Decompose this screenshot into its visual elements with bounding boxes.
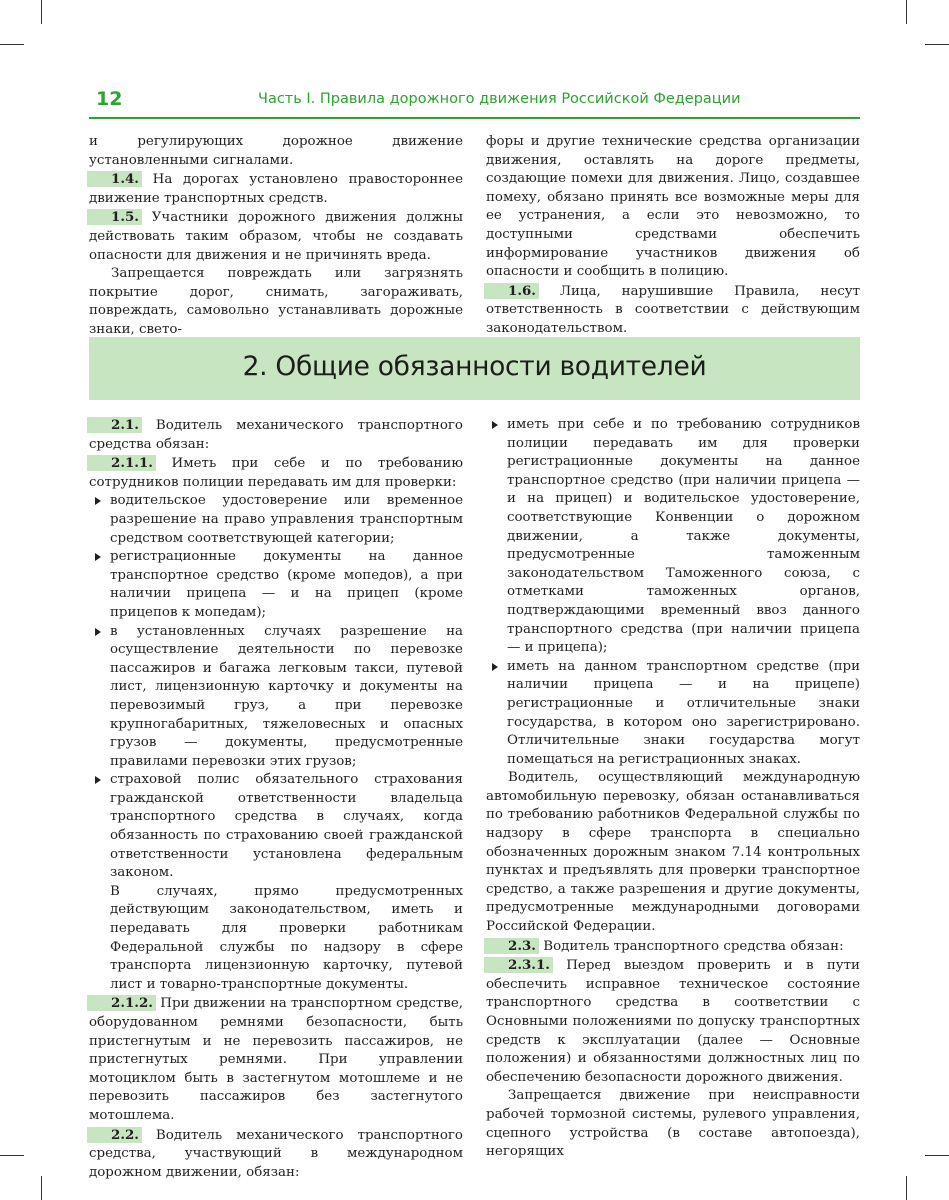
- paragraph-text: Лица, нарушившие Правила, несут ответственность в соответствии с действующим законодательством.: [486, 283, 860, 336]
- clause-number: 2.3.: [484, 938, 539, 954]
- list-item: [89, 771, 463, 883]
- paragraph-2-1-2: [89, 994, 463, 1125]
- paragraph: и регулирующих дорожное движение установленными сигналами.: [89, 134, 463, 168]
- clause-number: 1.6.: [484, 283, 539, 299]
- crop-mark: [925, 1155, 949, 1156]
- crop-mark: [0, 1155, 24, 1156]
- section2-right-column: [486, 416, 860, 1162]
- paragraph-2-1-1: [89, 454, 463, 492]
- bullet-arrow-icon: [492, 421, 498, 429]
- paragraph-text: Участники дорожного движения должны действовать таким образом, чтобы не создавать опасности для движения и не причинять вреда.: [89, 210, 463, 263]
- running-title: Часть I. Правила дорожного движения Российской Федерации: [258, 91, 741, 107]
- paragraph-2-2: [89, 1126, 463, 1183]
- list-item: [486, 658, 860, 770]
- bullet-arrow-icon: [95, 553, 101, 561]
- clause-number: 2.2.: [87, 1127, 142, 1143]
- paragraph-1-6: [486, 282, 860, 339]
- paragraph: форы и другие технические средства организации движения, оставлять на дороге предметы, создающие помехи для движения. Лицо, создавшее помеху, обязано принять все возможные меры для ее устранения, а если это невозможно, то доступными средствами обеспечить информирование участников движения об опасности и сообщить в полицию.: [486, 134, 860, 280]
- crop-mark: [906, 0, 907, 24]
- bullet-arrow-icon: [95, 628, 101, 636]
- page-number: 12: [96, 88, 123, 110]
- bullet-arrow-icon: [95, 497, 101, 505]
- bullet-arrow-icon: [95, 776, 101, 784]
- paragraph-text: Водитель механического транспортного средства обязан:: [89, 418, 463, 452]
- paragraph: Запрещается движение при неисправности рабочей тормозной системы, рулевого управления, сцепного устройства (в составе автопоезда), негорящих: [486, 1088, 860, 1160]
- list-item: [89, 548, 463, 622]
- list-item-text: иметь на данном транспортном средстве (при наличии прицепа — и на прицепе) регистрационные и отличительные знаки государства, в котором оно зарегистрировано. Отличительные знаки государства могут помещаться на регистрационных знаках.: [507, 658, 860, 767]
- paragraph: Запрещается повреждать или загрязнять покрытие дорог, снимать, загораживать, повреждать, самовольно устанавливать дорожные знаки, свето-: [89, 266, 463, 337]
- chapter-banner: [89, 337, 860, 400]
- list-item-text: иметь при себе и по требованию сотрудников полиции передавать им для проверки регистрационные документы на данное транспортное средство (при наличии прицепа — и на прицеп) и водительское удостоверение, соответствующие Конвенции о дорожном движении, а также документы, предусмотренные таможенным законодательством Таможенного союза, с отметками таможенных органов, подтверждающими временный ввоз данного транспортного средства (при наличии прицепа — и прицепа);: [507, 417, 860, 656]
- paragraph: Водитель, осуществляющий международную автомобильную перевозку, обязан останавливаться по требованию работников Федеральной службы по надзору в сфере транспорта в специально обозначенных дорожным знаком 7.14 контрольных пунктах и предъявлять для проверки транспортное средство, а также разрешения и другие документы, предусмотренные международными договорами Российской Федерации.: [486, 770, 860, 935]
- crop-mark: [0, 44, 24, 45]
- paragraph-2-1: [89, 416, 463, 454]
- list-item-text: в установленных случаях разрешение на осуществление деятельности по перевозке пассажиров и багажа легковым такси, путевой лист, лицензионную карточку и документы на перевозимый груз, а при перевозке крупногабаритных, тяжеловесных и опасных грузов — документы, предусмотренные правилами перевозки этих грузов;: [110, 623, 463, 769]
- paragraph: В случаях, прямо предусмотренных действующим законодательством, иметь и передавать для проверки работникам Федеральной службы по надзору в сфере транспорта лицензионную карточку, путевой лист и товарно-транспортные документы.: [110, 883, 463, 992]
- paragraph-text: Перед выездом проверить и в пути обеспечить исправное техническое состояние транспортного средства в соответствии с Основными положениями по допуску транспортных средств к эксплуатации (далее — Основные положения) и обязанностями должностных лиц по обеспечению безопасности дорожного движения.: [486, 958, 860, 1085]
- list-item-text: регистрационные документы на данное транспортное средство (кроме мопедов), а при наличии прицепа — и на прицеп (кроме прицепов к мопедам);: [110, 549, 463, 620]
- paragraph-1-4: [89, 170, 463, 208]
- paragraph-text: Иметь при себе и по требованию сотрудников полиции передавать им для проверки:: [89, 456, 463, 490]
- clause-number: 1.5.: [87, 209, 142, 225]
- paragraph-text: Водитель транспортного средства обязан:: [538, 938, 844, 954]
- section2-left-column: [89, 416, 463, 1182]
- clause-number: 1.4.: [87, 171, 142, 187]
- clause-number: 2.1.: [87, 417, 142, 433]
- list-item: [89, 623, 463, 772]
- clause-number: 2.1.1.: [87, 455, 156, 471]
- header-rule: [89, 117, 860, 119]
- paragraph-text: На дорогах установлено правостороннее движение транспортных средств.: [89, 172, 463, 206]
- bullet-list: [89, 492, 463, 882]
- section1-right-column: [486, 133, 860, 339]
- bullet-list: [486, 416, 860, 769]
- list-item-text: водительское удостоверение или временное разрешение на право управления транспортным средством соответствующей категории;: [110, 493, 463, 546]
- chapter-title: 2. Общие обязанности водителей: [242, 351, 707, 382]
- clause-number: 2.3.1.: [484, 957, 553, 973]
- list-item: [486, 416, 860, 658]
- paragraph-text: Водитель механического транспортного средства, участвующий в международном дорожном движении, обязан:: [89, 1127, 463, 1180]
- paragraph-text: При движении на транспортном средстве, оборудованном ремнями безопасности, быть пристегнутым и не перевозить пассажиров, не пристегнутых ремнями. При управлении мотоциклом быть в застегнутом мотошлеме и не перевозить пассажиров без застегнутого мотошлема.: [89, 996, 463, 1123]
- crop-mark: [925, 44, 949, 45]
- crop-mark: [906, 1176, 907, 1200]
- clause-number: 2.1.2.: [87, 995, 156, 1011]
- paragraph-1-5: [89, 208, 463, 265]
- list-item-text: страховой полис обязательного страхования гражданской ответственности владельца транспортного средства в случаях, когда обязанность по страхованию своей гражданской ответственности установлена федеральным законом.: [110, 772, 463, 881]
- section1-left-column: [89, 133, 463, 340]
- crop-mark: [41, 0, 42, 24]
- paragraph-2-3: [486, 937, 860, 957]
- paragraph-2-3-1: [486, 956, 860, 1087]
- list-item: [89, 492, 463, 548]
- crop-mark: [41, 1176, 42, 1200]
- bullet-arrow-icon: [492, 663, 498, 671]
